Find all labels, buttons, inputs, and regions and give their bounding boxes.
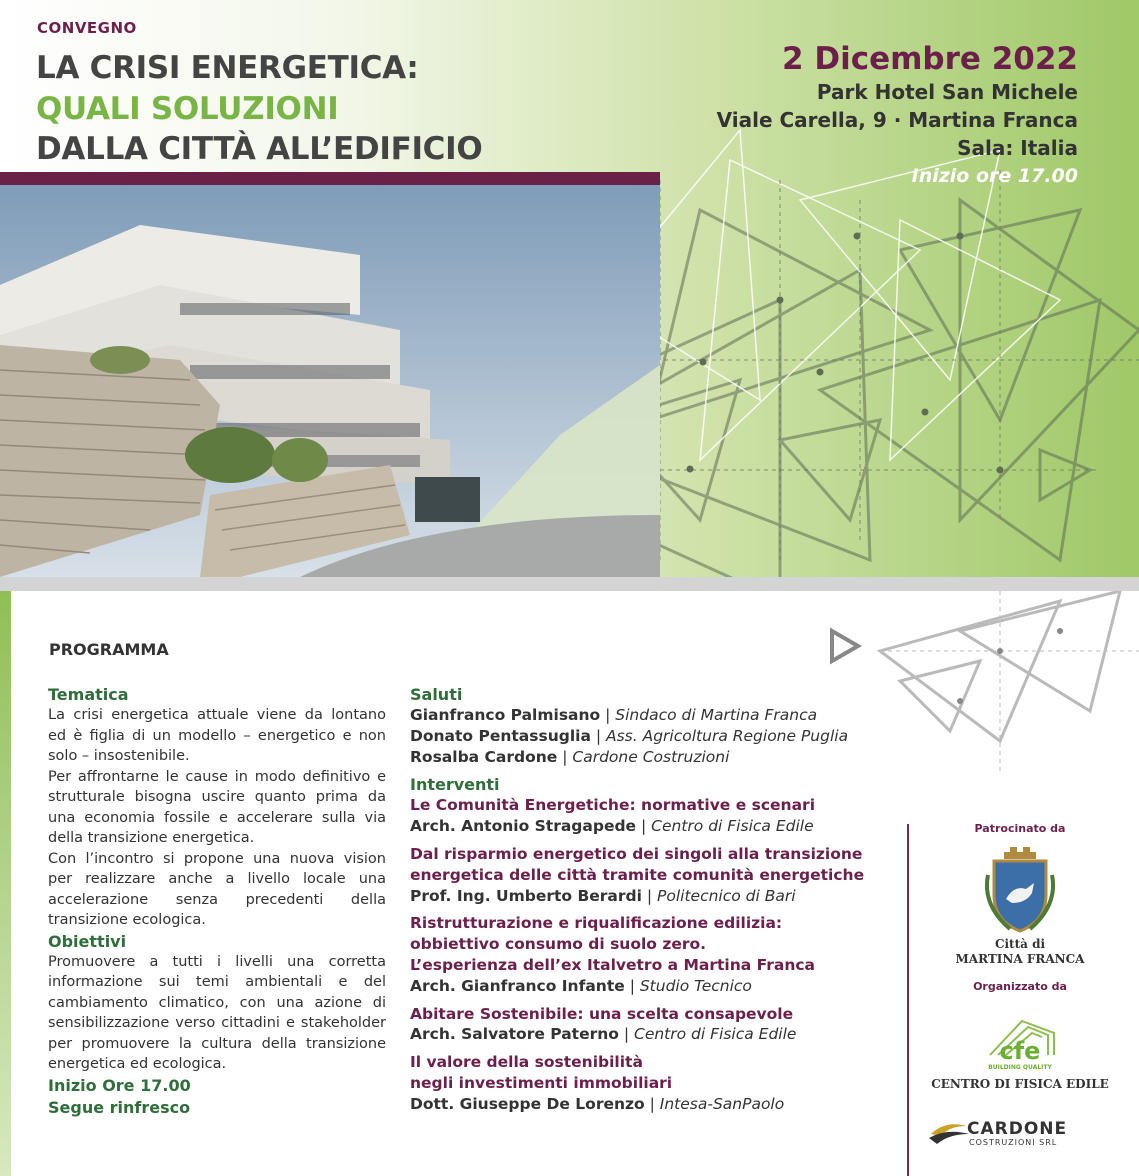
title-line-3: DALLA CITTÀ ALL’EDIFICIO: [36, 131, 483, 167]
event-room: Sala: Italia: [957, 136, 1078, 160]
title-line-2: QUALI SOLUZIONI: [36, 91, 339, 127]
right-column: [410, 684, 900, 1115]
left-column: [48, 684, 386, 1119]
city-crest-icon: [980, 845, 1060, 933]
talk-speaker: Dott. Giuseppe De Lorenzo | Intesa-SanPaolo: [410, 1094, 785, 1113]
closing-refreshment: Segue rinfresco: [48, 1097, 191, 1117]
event-label: CONVEGNO: [37, 19, 137, 37]
obiettivi-heading: Obiettivi: [48, 931, 127, 951]
section-divider: [0, 577, 1139, 591]
saluti-speaker: Donato Pentassuglia | Ass. Agricoltura Regione Puglia: [410, 726, 849, 745]
talk-title: L’esperienza dell’ex Italvetro a Martina Franca: [410, 955, 815, 974]
obiettivi-paragraph: Promuovere a tutti i livelli una corretta informazione sui temi ambientali e del cambiamento climatico, con una azione di sensibilizzazione verso cittadini e stakeholder per promuovere la cultura della transizione energetica ed ecologica.: [48, 953, 386, 1072]
talk-3: [410, 913, 900, 996]
talk-title: Il valore della sostenibilità: [410, 1053, 643, 1072]
programma-heading: PROGRAMMA: [49, 640, 169, 659]
talk-title: negli investimenti immobiliari: [410, 1073, 673, 1092]
interventi-heading: Interventi: [410, 775, 500, 795]
event-venue: Park Hotel San Michele: [816, 80, 1078, 104]
talk-1: [410, 795, 900, 837]
saluti-speaker: Rosalba Cardone | Cardone Costruzioni: [410, 747, 730, 766]
event-address: Viale Carella, 9 · Martina Franca: [716, 108, 1078, 132]
talk-title: obbiettivo consumo di suolo zero.: [410, 935, 707, 954]
cardone-name: CARDONE: [967, 1119, 1068, 1139]
cardone-logo: [925, 1118, 1105, 1148]
building-image: [0, 185, 660, 577]
talk-title: Abitare Sostenibile: una scelta consapevole: [410, 1004, 794, 1023]
city-line-2: MARTINA FRANCA: [955, 952, 1085, 966]
tematica-paragraph-1: La crisi energetica attuale viene da lontano ed è figlia di un modello – energetico e non solo – insostenibile.: [48, 707, 386, 764]
cfe-logo: [970, 1003, 1070, 1073]
talk-2: [410, 844, 900, 906]
talk-4: [410, 1004, 900, 1046]
closing-start-time: Inizio Ore 17.00: [48, 1075, 191, 1095]
organizzato-label: Organizzato da: [973, 980, 1067, 993]
cardone-logo-icon: [925, 1120, 971, 1146]
cfe-name: CENTRO DI FISICA EDILE: [931, 1077, 1109, 1091]
cfe-tagline: BUILDING QUALITY: [988, 1064, 1052, 1071]
talk-title: Ristrutturazione e riqualificazione edilizia:: [410, 914, 783, 933]
organizzazione-block: [930, 980, 1110, 1091]
saluti-speaker: Gianfranco Palmisano | Sindaco di Martina Franca: [410, 706, 818, 724]
tematica-paragraph-3: Con l’incontro si propone una nuova vision per realizzare anche a livello locale una accelerazione senza precedenti della transizione ecologica.: [48, 850, 386, 928]
talk-5: [410, 1052, 900, 1114]
city-line-1: Città di: [994, 937, 1046, 951]
cfe-logo-text: cfe: [999, 1037, 1041, 1065]
talk-title: energetica delle città tramite comunità energetiche: [410, 865, 865, 884]
event-start-time: Inizio ore 17.00: [911, 165, 1078, 187]
title-underline-bar: [0, 172, 660, 185]
talk-speaker: Arch. Antonio Stragapede | Centro di Fisica Edile: [410, 817, 814, 836]
sponsor-divider-line: [907, 824, 909, 1176]
title-line-1: LA CRISI ENERGETICA:: [36, 50, 419, 86]
saluti-heading: Saluti: [410, 685, 463, 704]
tematica-paragraph-2: Per affrontarne le cause in modo definitivo e strutturale bisogna uscire quanto prima da una economia fossile e accelerare sulla via della transizione energetica.: [48, 768, 386, 846]
talk-title: Dal risparmio energetico dei singoli alla transizione: [410, 844, 863, 863]
event-date: 2 Dicembre 2022: [782, 41, 1078, 77]
patrocinato-label: Patrocinato da: [974, 822, 1066, 835]
talk-title: Le Comunità Energetiche: normative e scenari: [410, 796, 816, 815]
tematica-heading: Tematica: [48, 685, 129, 704]
talk-speaker: Prof. Ing. Umberto Berardi | Politecnico di Bari: [410, 886, 796, 905]
talk-speaker: Arch. Salvatore Paterno | Centro di Fisica Edile: [410, 1025, 797, 1044]
event-info: [717, 40, 1078, 190]
cardone-sub: COSTRUZIONI SRL: [969, 1138, 1058, 1147]
patrocinio-block: [930, 822, 1110, 967]
talk-speaker: Arch. Gianfranco Infante | Studio Tecnico: [410, 976, 752, 995]
